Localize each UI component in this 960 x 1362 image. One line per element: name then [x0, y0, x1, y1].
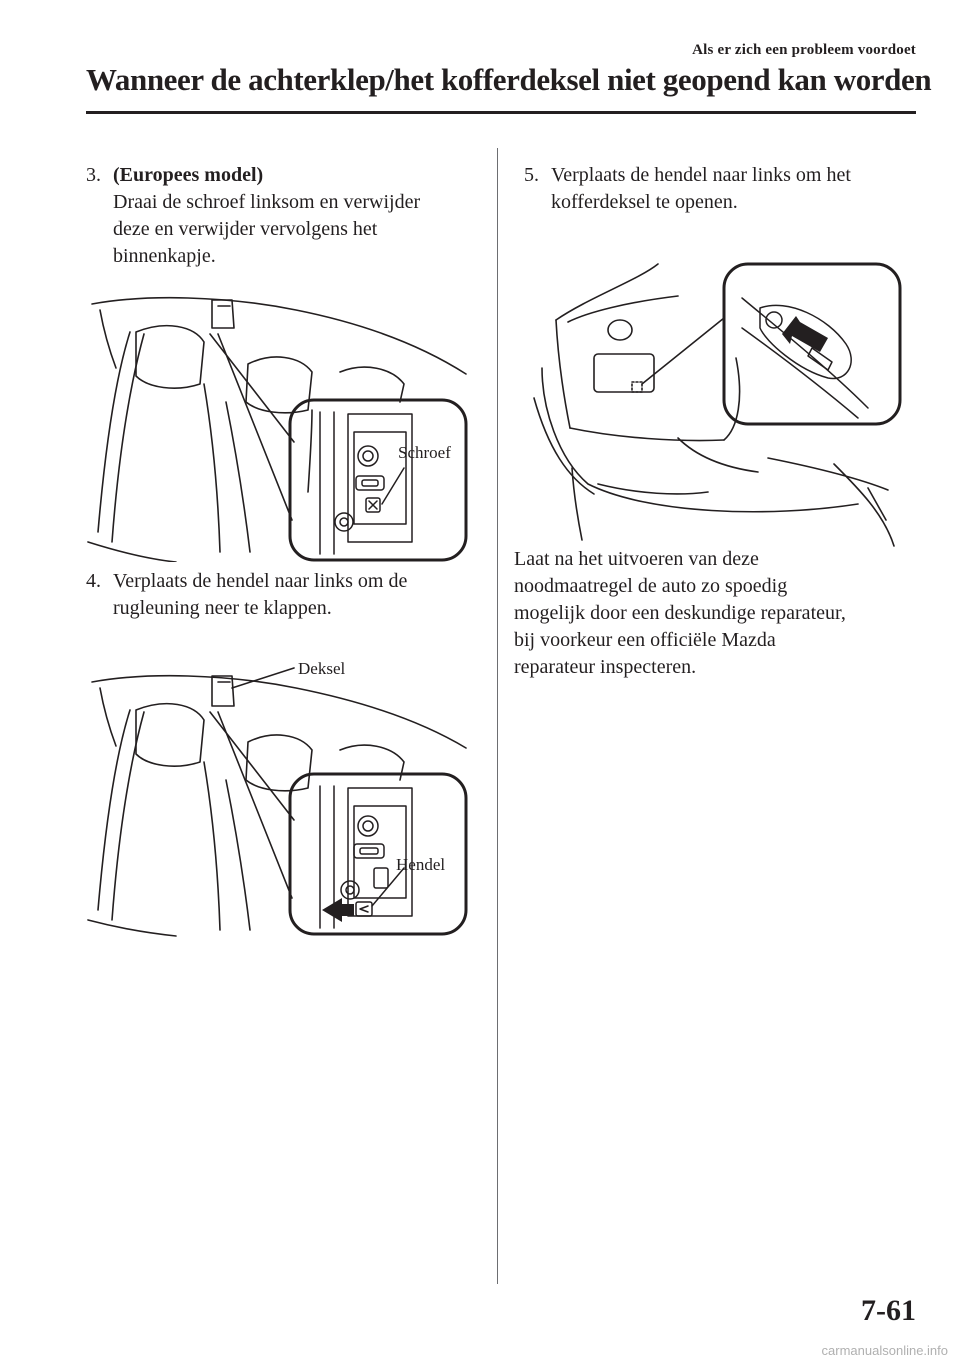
watermark: carmanualsonline.info [821, 1343, 948, 1358]
column-divider [497, 148, 498, 1284]
note-line: reparateur inspecteren. [514, 656, 697, 678]
note-line: bij voorkeur een officiële Mazda [514, 629, 776, 651]
note-line: Laat na het uitvoeren van deze [514, 548, 759, 570]
rear-seat-lever-illustration [86, 654, 470, 938]
page-title: Wanneer de achterklep/het kofferdeksel niet geopend kan worden [86, 62, 932, 97]
step-number: 5. [524, 164, 539, 186]
step-4 [86, 568, 486, 622]
note-line: noodmaatregel de auto zo spoedig [514, 575, 788, 597]
step-line: Draai de schroef linksom en verwijder [113, 191, 421, 213]
step-line: Verplaats de hendel naar links om de [113, 570, 408, 592]
step-line: deze en verwijder vervolgens het [113, 218, 378, 240]
step-5 [524, 162, 924, 216]
page-number: 7-61 [861, 1294, 916, 1327]
step-3 [86, 162, 486, 270]
rear-seat-screw-illustration [86, 292, 470, 562]
step-title: (Europees model) [113, 164, 264, 186]
callout-label: Hendel [396, 855, 446, 874]
step-line: kofferdeksel te openen. [551, 191, 738, 213]
step-number: 4. [86, 570, 101, 592]
note-line: mogelijk door een deskundige reparateur, [514, 602, 846, 624]
trunk-release-illustration [528, 258, 908, 548]
step-line: Verplaats de hendel naar links om het [551, 164, 851, 186]
step-number: 3. [86, 164, 101, 186]
callout-label: Deksel [298, 659, 346, 678]
header-rule [86, 111, 916, 114]
step-line: binnenkapje. [113, 245, 216, 267]
header-kicker: Als er zich een probleem voordoet [692, 42, 916, 58]
callout-label: Schroef [398, 443, 451, 462]
step-line: rugleuning neer te klappen. [113, 597, 332, 619]
note-paragraph [514, 546, 924, 681]
